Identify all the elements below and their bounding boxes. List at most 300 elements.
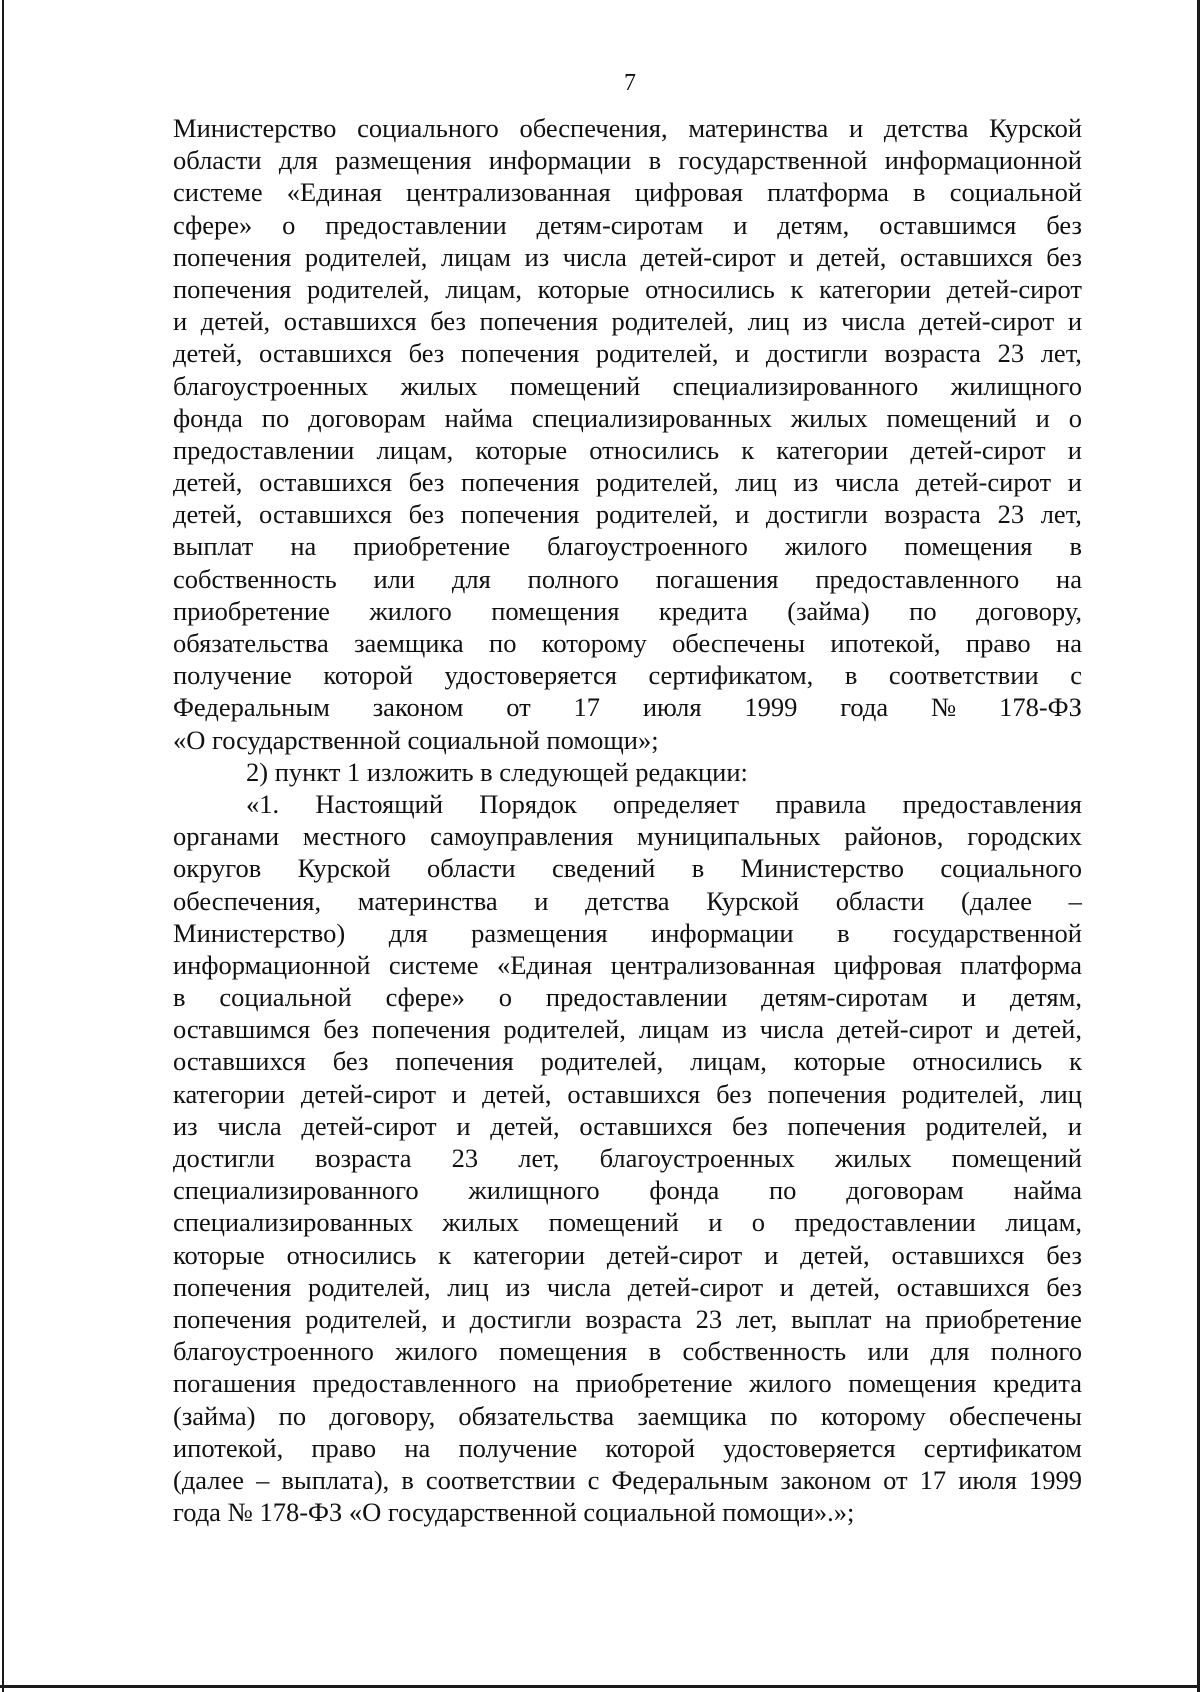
word: и: [1067, 1110, 1082, 1141]
word: предоставлении: [173, 434, 355, 465]
word: или: [867, 1336, 910, 1367]
word: попечения: [479, 306, 598, 337]
word: цифровая: [833, 949, 942, 980]
word: муниципальных: [637, 821, 821, 852]
word: по: [489, 628, 517, 658]
word: округов: [173, 853, 262, 884]
word: оставшимся: [173, 1014, 311, 1045]
word: с: [1070, 660, 1082, 691]
word: жилых: [442, 1207, 520, 1238]
word: 23: [997, 338, 1025, 369]
word: кредита: [993, 1368, 1082, 1399]
word: о: [498, 982, 513, 1013]
word: информации: [488, 145, 632, 176]
word: фонда: [173, 402, 243, 433]
word: (займа): [173, 1400, 256, 1431]
word: без: [430, 306, 466, 337]
word: определяет: [613, 788, 740, 819]
word: без: [1046, 209, 1082, 240]
word: благоустроенного: [547, 531, 748, 562]
text-line: [173, 466, 1082, 498]
word: категории: [819, 273, 932, 304]
word: которые: [793, 1046, 886, 1077]
word: числа: [546, 1271, 612, 1302]
word: лиц: [1040, 1078, 1082, 1109]
word: платформа: [960, 949, 1082, 980]
word: жилого: [369, 595, 452, 626]
word: детей,: [173, 467, 243, 498]
word: и: [456, 1110, 471, 1141]
word: лет,: [1040, 499, 1082, 530]
word: получение: [173, 660, 292, 691]
text-line: [173, 370, 1082, 402]
word: «Единая: [496, 949, 593, 980]
word: предоставления: [902, 788, 1082, 819]
word: которому: [541, 628, 647, 658]
word: и: [789, 241, 804, 272]
word: относились: [589, 434, 720, 465]
word: возраста: [314, 1143, 412, 1173]
word: и: [961, 982, 977, 1013]
word: помещения: [848, 1368, 977, 1399]
word: обязательства: [458, 1400, 615, 1431]
word: в: [844, 660, 858, 691]
word: детей-сирот: [301, 1110, 437, 1141]
word: которой: [605, 1432, 695, 1463]
word: и: [779, 1271, 794, 1302]
word: числа: [759, 1014, 824, 1045]
word: по: [768, 1175, 797, 1206]
word: из: [793, 467, 819, 498]
word: лет,: [518, 1143, 560, 1173]
word: родителей,: [901, 1078, 1025, 1109]
word: выплат: [791, 1303, 872, 1334]
word: без: [732, 1110, 768, 1141]
word: без: [408, 338, 445, 369]
word: системе: [388, 949, 479, 980]
word: лицам,: [690, 1046, 767, 1077]
word: ипотекой,: [173, 1432, 284, 1463]
word: попечения: [395, 1046, 514, 1077]
word: право: [965, 628, 1031, 658]
text-line: [173, 144, 1082, 176]
text-line: [173, 627, 1082, 659]
word: государственной: [678, 145, 868, 176]
word: достигли: [469, 1303, 572, 1334]
word: обеспечения,: [173, 885, 322, 916]
word: родителей,: [503, 1014, 626, 1045]
word: детства: [883, 113, 969, 143]
word: специализированного: [672, 370, 919, 401]
text-line: [173, 1400, 1082, 1432]
word: благоустроенных: [599, 1143, 795, 1173]
word: по: [261, 402, 290, 433]
word: для: [388, 917, 428, 948]
word: возраста: [585, 1303, 682, 1334]
text-line: [173, 788, 1082, 820]
word: родителей,: [595, 499, 719, 530]
word: на: [885, 1303, 912, 1334]
word: «Единая: [286, 177, 382, 208]
word: родителей,: [925, 1110, 1049, 1141]
word: из: [722, 1014, 747, 1045]
word: относились: [645, 273, 775, 304]
word: лиц: [735, 467, 777, 498]
word: детям,: [1009, 982, 1082, 1013]
word: детей-сирот: [910, 434, 1046, 465]
word: родителей,: [304, 241, 428, 272]
word: лиц: [447, 1271, 489, 1302]
word: к: [790, 273, 804, 304]
word: органами: [173, 821, 280, 852]
word: помещений: [886, 402, 1017, 433]
word: Министерство): [173, 917, 346, 948]
word: возраста: [884, 499, 981, 530]
text-line: [173, 1432, 1082, 1464]
word: без: [408, 499, 445, 530]
word: городских: [967, 821, 1082, 852]
word: которой: [323, 660, 413, 691]
word: оставшихся: [891, 1239, 1025, 1270]
word: Курской: [989, 113, 1082, 143]
word: централизованная: [610, 949, 816, 980]
word: в: [648, 1336, 662, 1367]
word: 1999: [744, 692, 798, 723]
word: законом: [372, 692, 464, 723]
text-line: [173, 1239, 1082, 1271]
word: детей-сирот: [915, 467, 1052, 498]
word: детей-сирот: [946, 273, 1082, 304]
word: достигли: [765, 499, 868, 530]
word: в: [1069, 531, 1082, 562]
word: предоставленного: [815, 563, 1020, 594]
word: информационной: [173, 949, 371, 980]
word: Министерство: [173, 113, 337, 143]
word: которые: [173, 1239, 265, 1270]
word: право: [311, 1432, 377, 1463]
word: помещения: [491, 595, 620, 626]
word: сертификатом: [923, 1432, 1082, 1463]
word: жилого: [749, 1368, 832, 1399]
word: без: [408, 467, 445, 498]
word: оставшихся: [259, 338, 392, 369]
word: из: [505, 1271, 531, 1302]
word: районов,: [844, 821, 944, 852]
word: правила: [775, 788, 867, 819]
word: законом: [780, 1464, 872, 1495]
word: оставшихся: [173, 1046, 306, 1077]
word: помещений: [548, 1207, 679, 1238]
word: жилищного: [950, 370, 1082, 401]
word: помещений: [509, 370, 641, 401]
word: детей-сирот: [606, 1239, 743, 1270]
word: Курской: [706, 885, 800, 916]
word: полного: [990, 1336, 1082, 1367]
word: детей,: [200, 306, 271, 337]
word: и: [173, 306, 188, 337]
word: социальной: [219, 982, 352, 1013]
word: 23: [997, 499, 1025, 530]
word: без: [1046, 1239, 1082, 1270]
word: года: [840, 692, 889, 723]
word: для: [451, 563, 491, 594]
word: попечения: [173, 273, 292, 304]
word: и: [735, 338, 750, 369]
word: оставшихся: [259, 499, 392, 530]
word: попечения: [173, 241, 292, 272]
text-line: [173, 241, 1082, 273]
text-line: [173, 820, 1082, 852]
word: ипотекой,: [830, 628, 941, 658]
word: помещения: [904, 531, 1033, 562]
word: жилого: [784, 531, 868, 562]
word: детей-сирот: [627, 1271, 764, 1302]
word: размещения: [471, 917, 608, 948]
word: которые: [475, 434, 568, 465]
word: в: [913, 177, 926, 208]
word: попечения: [461, 467, 580, 498]
word: детей,: [816, 241, 887, 272]
word: найма: [1013, 1175, 1082, 1206]
word: оставшихся: [283, 306, 417, 337]
word: детей,: [1012, 1014, 1082, 1045]
word: в: [648, 145, 662, 176]
word: Курской: [297, 853, 391, 884]
word: в: [691, 853, 705, 884]
word: достигли: [765, 338, 868, 369]
word: Настоящий: [315, 788, 444, 819]
word: оставшихся: [899, 241, 1033, 272]
word: предоставленного: [312, 1368, 517, 1399]
word: соответствии: [888, 660, 1039, 691]
word: детей-сирот: [300, 1078, 437, 1109]
word: попечения: [371, 1014, 491, 1045]
word: Федеральным: [611, 1464, 769, 1495]
word: или: [373, 563, 416, 594]
word: Министерство: [740, 853, 905, 884]
word: детям-сиротам: [761, 982, 928, 1013]
word: области: [835, 885, 925, 916]
word: цифровая: [634, 177, 743, 208]
word: благоустроенных: [173, 370, 369, 401]
word: в: [401, 1464, 414, 1495]
text-line: [173, 434, 1082, 466]
word: области: [173, 145, 262, 176]
text-line: [173, 852, 1082, 884]
word: социального: [357, 113, 499, 143]
word: договору,: [976, 595, 1082, 626]
word: без: [332, 1046, 369, 1077]
word: 1999: [1028, 1464, 1082, 1495]
word: жилищного: [468, 1175, 600, 1206]
word: оставшихся: [259, 467, 392, 498]
word: без: [1046, 241, 1082, 272]
word: детям,: [777, 209, 850, 240]
word: оставшихся: [896, 1271, 1030, 1302]
word: возраста: [884, 338, 981, 369]
word: и: [848, 113, 864, 143]
word: детей,: [173, 499, 243, 530]
scan-border-bottom: [0, 1685, 1200, 1688]
word: к: [1069, 1046, 1082, 1077]
word: детей,: [173, 338, 243, 369]
word: информации: [651, 917, 794, 948]
word: по: [278, 1400, 307, 1431]
word: 23: [451, 1143, 479, 1173]
word: относились: [286, 1239, 417, 1270]
word: попечения: [173, 1271, 292, 1302]
word: на: [533, 1368, 559, 1399]
word: относились: [912, 1046, 1043, 1077]
word: специализированных: [531, 402, 772, 433]
word: обеспечены: [949, 1400, 1082, 1431]
word: и: [733, 209, 748, 240]
word: родителей,: [307, 273, 430, 304]
word: родителей,: [611, 306, 735, 337]
word: социальной: [949, 177, 1082, 208]
word: родителей,: [595, 338, 719, 369]
text-line: [173, 209, 1082, 241]
word: лет,: [1040, 338, 1082, 369]
word: социального: [940, 853, 1082, 884]
word: родителей,: [308, 1271, 431, 1302]
word: фонда: [649, 1175, 720, 1206]
text-line: [173, 337, 1082, 369]
word: лиц: [747, 306, 790, 337]
word: и: [534, 885, 549, 916]
page-number: 7: [624, 70, 636, 96]
word: попечения: [767, 1078, 887, 1109]
text-line: [173, 1464, 1082, 1496]
word: о: [282, 209, 296, 240]
word: лет,: [736, 1303, 778, 1334]
word: от: [883, 1464, 908, 1495]
word: приобретение: [353, 531, 511, 562]
text-line: [173, 1110, 1082, 1142]
word: детей,: [800, 1239, 870, 1270]
text-line: [173, 1367, 1082, 1399]
word: которому: [820, 1400, 926, 1431]
word: –: [1068, 885, 1082, 916]
text-line: [173, 112, 1082, 144]
word: сведений: [551, 853, 656, 884]
word: детям-сиротам: [536, 209, 704, 240]
word: жилого: [395, 1336, 478, 1367]
text-line: [173, 305, 1082, 337]
word: и: [1067, 467, 1082, 498]
word: полного: [527, 563, 619, 594]
text-line: [173, 1013, 1082, 1045]
word: и: [735, 499, 750, 530]
word: в: [837, 917, 850, 948]
text-line: [173, 691, 1082, 723]
word: детей-сирот: [918, 306, 1055, 337]
word: приобретение: [173, 595, 330, 626]
text-line: [173, 885, 1082, 917]
word: «1.: [246, 788, 280, 819]
word: соответствии: [425, 1464, 576, 1495]
word: (далее: [173, 1464, 245, 1495]
word: на: [1056, 563, 1082, 594]
word: и: [708, 1207, 723, 1238]
word: без: [323, 1014, 359, 1045]
word: и: [452, 1078, 467, 1109]
word: достигли: [173, 1143, 275, 1173]
word: категории: [473, 1239, 586, 1270]
word: найма: [444, 402, 514, 433]
word: числа: [562, 241, 627, 272]
word: Федеральным: [173, 692, 330, 723]
word: государственной: [893, 917, 1082, 948]
word: к: [438, 1239, 452, 1270]
word: попечения: [460, 338, 580, 369]
word: числа: [841, 306, 906, 337]
word: родителей,: [596, 467, 719, 498]
word: специализированного: [173, 1175, 419, 1206]
word: из: [524, 241, 550, 272]
word: жилых: [400, 370, 478, 401]
word: которые: [537, 273, 630, 304]
word: из: [173, 1110, 198, 1141]
word: обязательства: [173, 628, 329, 658]
word: удостоверяется: [444, 660, 617, 691]
word: договорам: [308, 402, 426, 433]
text-line: 2) пункт 1 изложить в следующей редакции:: [246, 756, 748, 787]
word: о: [751, 1207, 766, 1238]
word: попечения: [460, 499, 580, 530]
word: о: [1068, 402, 1082, 433]
word: –: [256, 1464, 270, 1495]
text-line: [173, 530, 1082, 562]
word: для: [930, 1336, 970, 1367]
word: заемщика: [637, 1400, 747, 1431]
word: №: [930, 692, 957, 723]
word: на: [1056, 628, 1082, 658]
word: (далее: [960, 885, 1033, 916]
word: размещения: [335, 145, 472, 176]
word: специализированных: [173, 1207, 413, 1238]
word: числа: [217, 1110, 282, 1141]
word: и: [441, 1303, 456, 1334]
word: договору,: [329, 1400, 436, 1431]
word: детства: [585, 885, 670, 916]
word: из: [802, 306, 828, 337]
word: материнства: [357, 885, 498, 916]
word: лицам,: [445, 273, 522, 304]
text-line: [173, 1206, 1082, 1238]
word: 178-ФЗ: [999, 692, 1082, 723]
word: системе: [173, 177, 263, 208]
word: детей-сирот: [640, 241, 776, 272]
word: детей,: [482, 1078, 552, 1109]
word: местного: [302, 821, 407, 852]
word: родителей,: [540, 1046, 664, 1077]
word: категории: [776, 434, 889, 465]
word: кредита: [658, 595, 748, 626]
text-line: [173, 1174, 1082, 1206]
word: категории: [173, 1078, 285, 1109]
word: без: [716, 1078, 752, 1109]
word: помещения: [499, 1336, 628, 1367]
word: самоуправления: [430, 821, 614, 852]
word: попечения: [173, 1303, 292, 1334]
word: и: [1067, 434, 1082, 465]
word: и: [985, 1014, 1000, 1045]
word: приобретение: [925, 1303, 1082, 1334]
text-line: [173, 273, 1082, 305]
document-body: [173, 112, 1082, 1528]
word: лицам: [638, 1014, 710, 1045]
